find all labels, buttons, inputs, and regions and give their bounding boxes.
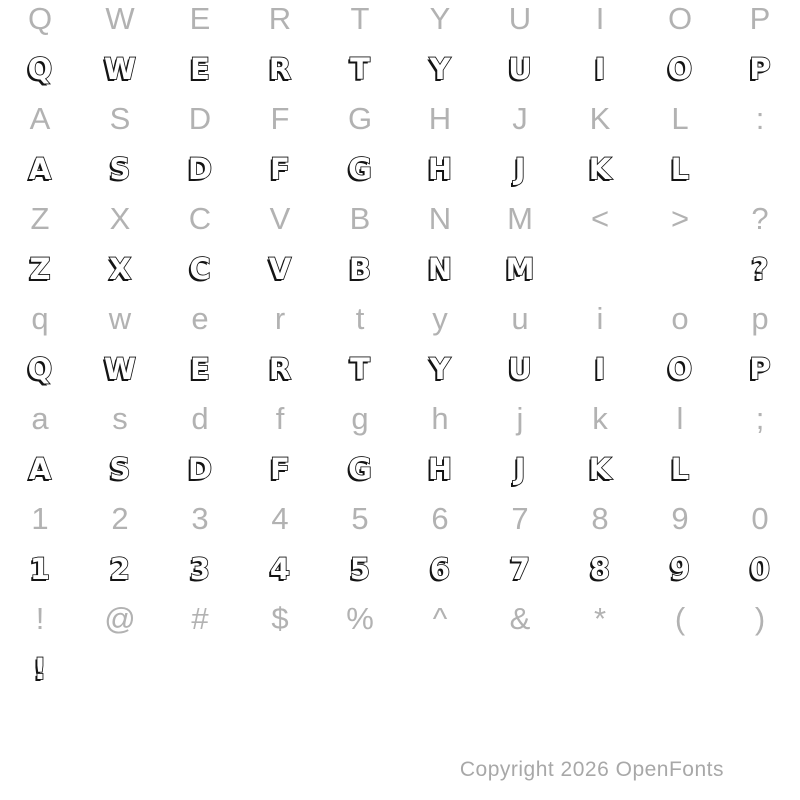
reference-glyph: l (676, 401, 684, 436)
specimen-glyph: E (190, 52, 210, 86)
specimen-glyph: F (270, 452, 290, 486)
copyright-footer: Copyright 2026 OpenFonts (459, 758, 724, 781)
specimen-glyph: F (270, 152, 290, 186)
reference-glyph: J (512, 101, 528, 136)
specimen-glyph: L (670, 452, 690, 486)
reference-glyph: i (596, 301, 604, 336)
reference-glyph: 9 (671, 501, 689, 536)
reference-glyph: N (428, 201, 452, 236)
specimen-glyph (480, 644, 560, 694)
reference-glyph: 0 (751, 501, 769, 536)
specimen-glyph: X (108, 252, 132, 286)
specimen-glyph: 5 (349, 552, 371, 586)
reference-glyph: q (31, 301, 49, 336)
specimen-glyph: ! (33, 652, 47, 686)
specimen-glyph: D (187, 152, 213, 186)
specimen-glyph: J (514, 152, 526, 186)
specimen-glyph-row (0, 50, 800, 100)
reference-char-row (0, 200, 800, 250)
specimen-glyph (720, 144, 800, 194)
reference-char-row (0, 400, 800, 450)
reference-char-row (0, 600, 800, 650)
reference-glyph: @ (104, 601, 136, 636)
reference-glyph: S (109, 101, 131, 136)
reference-glyph: 7 (511, 501, 529, 536)
specimen-glyph: A (28, 152, 52, 186)
reference-glyph: M (507, 201, 533, 236)
specimen-glyph: E (190, 352, 210, 386)
reference-glyph: * (593, 601, 607, 636)
specimen-glyph (80, 644, 160, 694)
reference-glyph: 3 (191, 501, 209, 536)
reference-glyph: p (751, 301, 769, 336)
specimen-glyph: P (749, 52, 771, 86)
reference-glyph: a (31, 401, 49, 436)
specimen-glyph (160, 644, 240, 694)
reference-glyph: X (109, 201, 131, 236)
specimen-glyph: V (268, 252, 292, 286)
specimen-glyph: K (588, 152, 612, 186)
specimen-glyph: I (594, 52, 606, 86)
specimen-glyph: T (350, 52, 370, 86)
specimen-glyph (720, 644, 800, 694)
specimen-glyph: 3 (189, 552, 211, 586)
specimen-glyph: 1 (29, 552, 51, 586)
specimen-glyph: 0 (749, 552, 771, 586)
specimen-glyph-row (0, 350, 800, 400)
specimen-glyph-row (0, 550, 800, 600)
reference-glyph: ? (751, 201, 769, 236)
reference-glyph: > (670, 201, 690, 236)
specimen-glyph: S (109, 452, 131, 486)
specimen-glyph: Y (429, 52, 451, 86)
reference-glyph: f (275, 401, 285, 436)
specimen-glyph: D (187, 452, 213, 486)
reference-glyph: P (749, 1, 771, 36)
reference-glyph: 2 (111, 501, 129, 536)
specimen-glyph (320, 644, 400, 694)
reference-glyph: E (189, 1, 211, 36)
reference-glyph: k (592, 401, 608, 436)
reference-glyph: W (105, 1, 135, 36)
specimen-glyph: G (348, 152, 372, 186)
reference-glyph: t (355, 301, 365, 336)
reference-glyph: 8 (591, 501, 609, 536)
specimen-glyph (240, 644, 320, 694)
specimen-glyph (640, 644, 720, 694)
reference-glyph: V (269, 201, 291, 236)
specimen-glyph: Q (27, 352, 53, 386)
specimen-glyph (720, 444, 800, 494)
reference-glyph: ; (755, 401, 765, 436)
specimen-glyph: O (667, 52, 693, 86)
reference-glyph: y (432, 301, 448, 336)
specimen-glyph: P (749, 352, 771, 386)
reference-glyph: O (667, 1, 693, 36)
reference-char-row (0, 100, 800, 150)
specimen-glyph: R (268, 352, 292, 386)
specimen-glyph: O (667, 352, 693, 386)
reference-glyph: ! (35, 601, 45, 636)
reference-glyph: B (349, 201, 371, 236)
reference-glyph: # (191, 601, 209, 636)
specimen-glyph: W (104, 52, 136, 86)
reference-glyph: 4 (271, 501, 289, 536)
reference-glyph: o (671, 301, 689, 336)
specimen-glyph: C (189, 252, 211, 286)
reference-glyph: g (351, 401, 369, 436)
specimen-glyph (560, 244, 640, 294)
specimen-glyph: Q (27, 52, 53, 86)
specimen-glyph: S (109, 152, 131, 186)
reference-glyph: Q (27, 1, 53, 36)
specimen-glyph: 6 (429, 552, 451, 586)
reference-glyph: A (29, 101, 51, 136)
specimen-glyph: N (427, 252, 453, 286)
reference-glyph: F (270, 101, 290, 136)
reference-glyph: & (509, 601, 531, 636)
specimen-glyph (560, 644, 640, 694)
specimen-glyph: 7 (509, 552, 531, 586)
specimen-glyph: L (670, 152, 690, 186)
reference-glyph: < (590, 201, 610, 236)
specimen-glyph: W (104, 352, 136, 386)
reference-glyph: h (431, 401, 449, 436)
specimen-glyph: B (348, 252, 372, 286)
specimen-glyph: ? (751, 252, 769, 286)
reference-glyph: 6 (431, 501, 449, 536)
reference-glyph: D (188, 101, 212, 136)
specimen-glyph-row (0, 250, 800, 300)
reference-glyph: % (346, 601, 374, 636)
reference-glyph: Z (30, 201, 50, 236)
reference-glyph: L (671, 101, 689, 136)
reference-glyph: u (511, 301, 529, 336)
reference-glyph: 5 (351, 501, 369, 536)
specimen-glyph: I (594, 352, 606, 386)
specimen-glyph: A (28, 452, 52, 486)
reference-glyph: H (428, 101, 452, 136)
reference-glyph: K (589, 101, 611, 136)
reference-glyph: : (755, 101, 765, 136)
reference-glyph: I (595, 1, 605, 36)
reference-glyph: j (516, 401, 524, 436)
reference-glyph: ( (674, 601, 686, 636)
specimen-glyph: 2 (109, 552, 131, 586)
reference-char-row (0, 0, 800, 50)
reference-glyph: U (508, 1, 532, 36)
specimen-glyph (400, 644, 480, 694)
specimen-glyph-row (0, 450, 800, 500)
specimen-glyph: K (588, 452, 612, 486)
specimen-glyph: M (505, 252, 535, 286)
specimen-glyph: 4 (269, 552, 291, 586)
specimen-glyph (640, 244, 720, 294)
reference-glyph: T (350, 1, 370, 36)
specimen-glyph: 9 (669, 552, 691, 586)
specimen-glyph: R (268, 52, 292, 86)
specimen-glyph: 8 (589, 552, 611, 586)
reference-glyph: G (347, 101, 373, 136)
reference-glyph: w (108, 301, 132, 336)
reference-char-row (0, 500, 800, 550)
reference-glyph: ^ (432, 601, 448, 636)
reference-glyph: Y (429, 1, 451, 36)
specimen-glyph: Y (429, 352, 451, 386)
reference-glyph: e (191, 301, 209, 336)
specimen-glyph: T (350, 352, 370, 386)
specimen-glyph: H (427, 452, 453, 486)
reference-glyph: R (268, 1, 292, 36)
reference-glyph: $ (271, 601, 289, 636)
reference-glyph: 1 (31, 501, 49, 536)
reference-glyph: d (191, 401, 209, 436)
reference-glyph: r (274, 301, 286, 336)
reference-glyph: ) (754, 601, 766, 636)
specimen-glyph-row (0, 650, 800, 700)
specimen-glyph: Z (29, 252, 51, 286)
specimen-glyph: U (508, 52, 532, 86)
specimen-glyph: G (348, 452, 372, 486)
specimen-glyph: H (427, 152, 453, 186)
specimen-glyph: U (508, 352, 532, 386)
specimen-glyph: J (514, 452, 526, 486)
reference-char-row (0, 300, 800, 350)
reference-glyph: C (188, 201, 212, 236)
specimen-glyph-row (0, 150, 800, 200)
reference-glyph: s (112, 401, 128, 436)
